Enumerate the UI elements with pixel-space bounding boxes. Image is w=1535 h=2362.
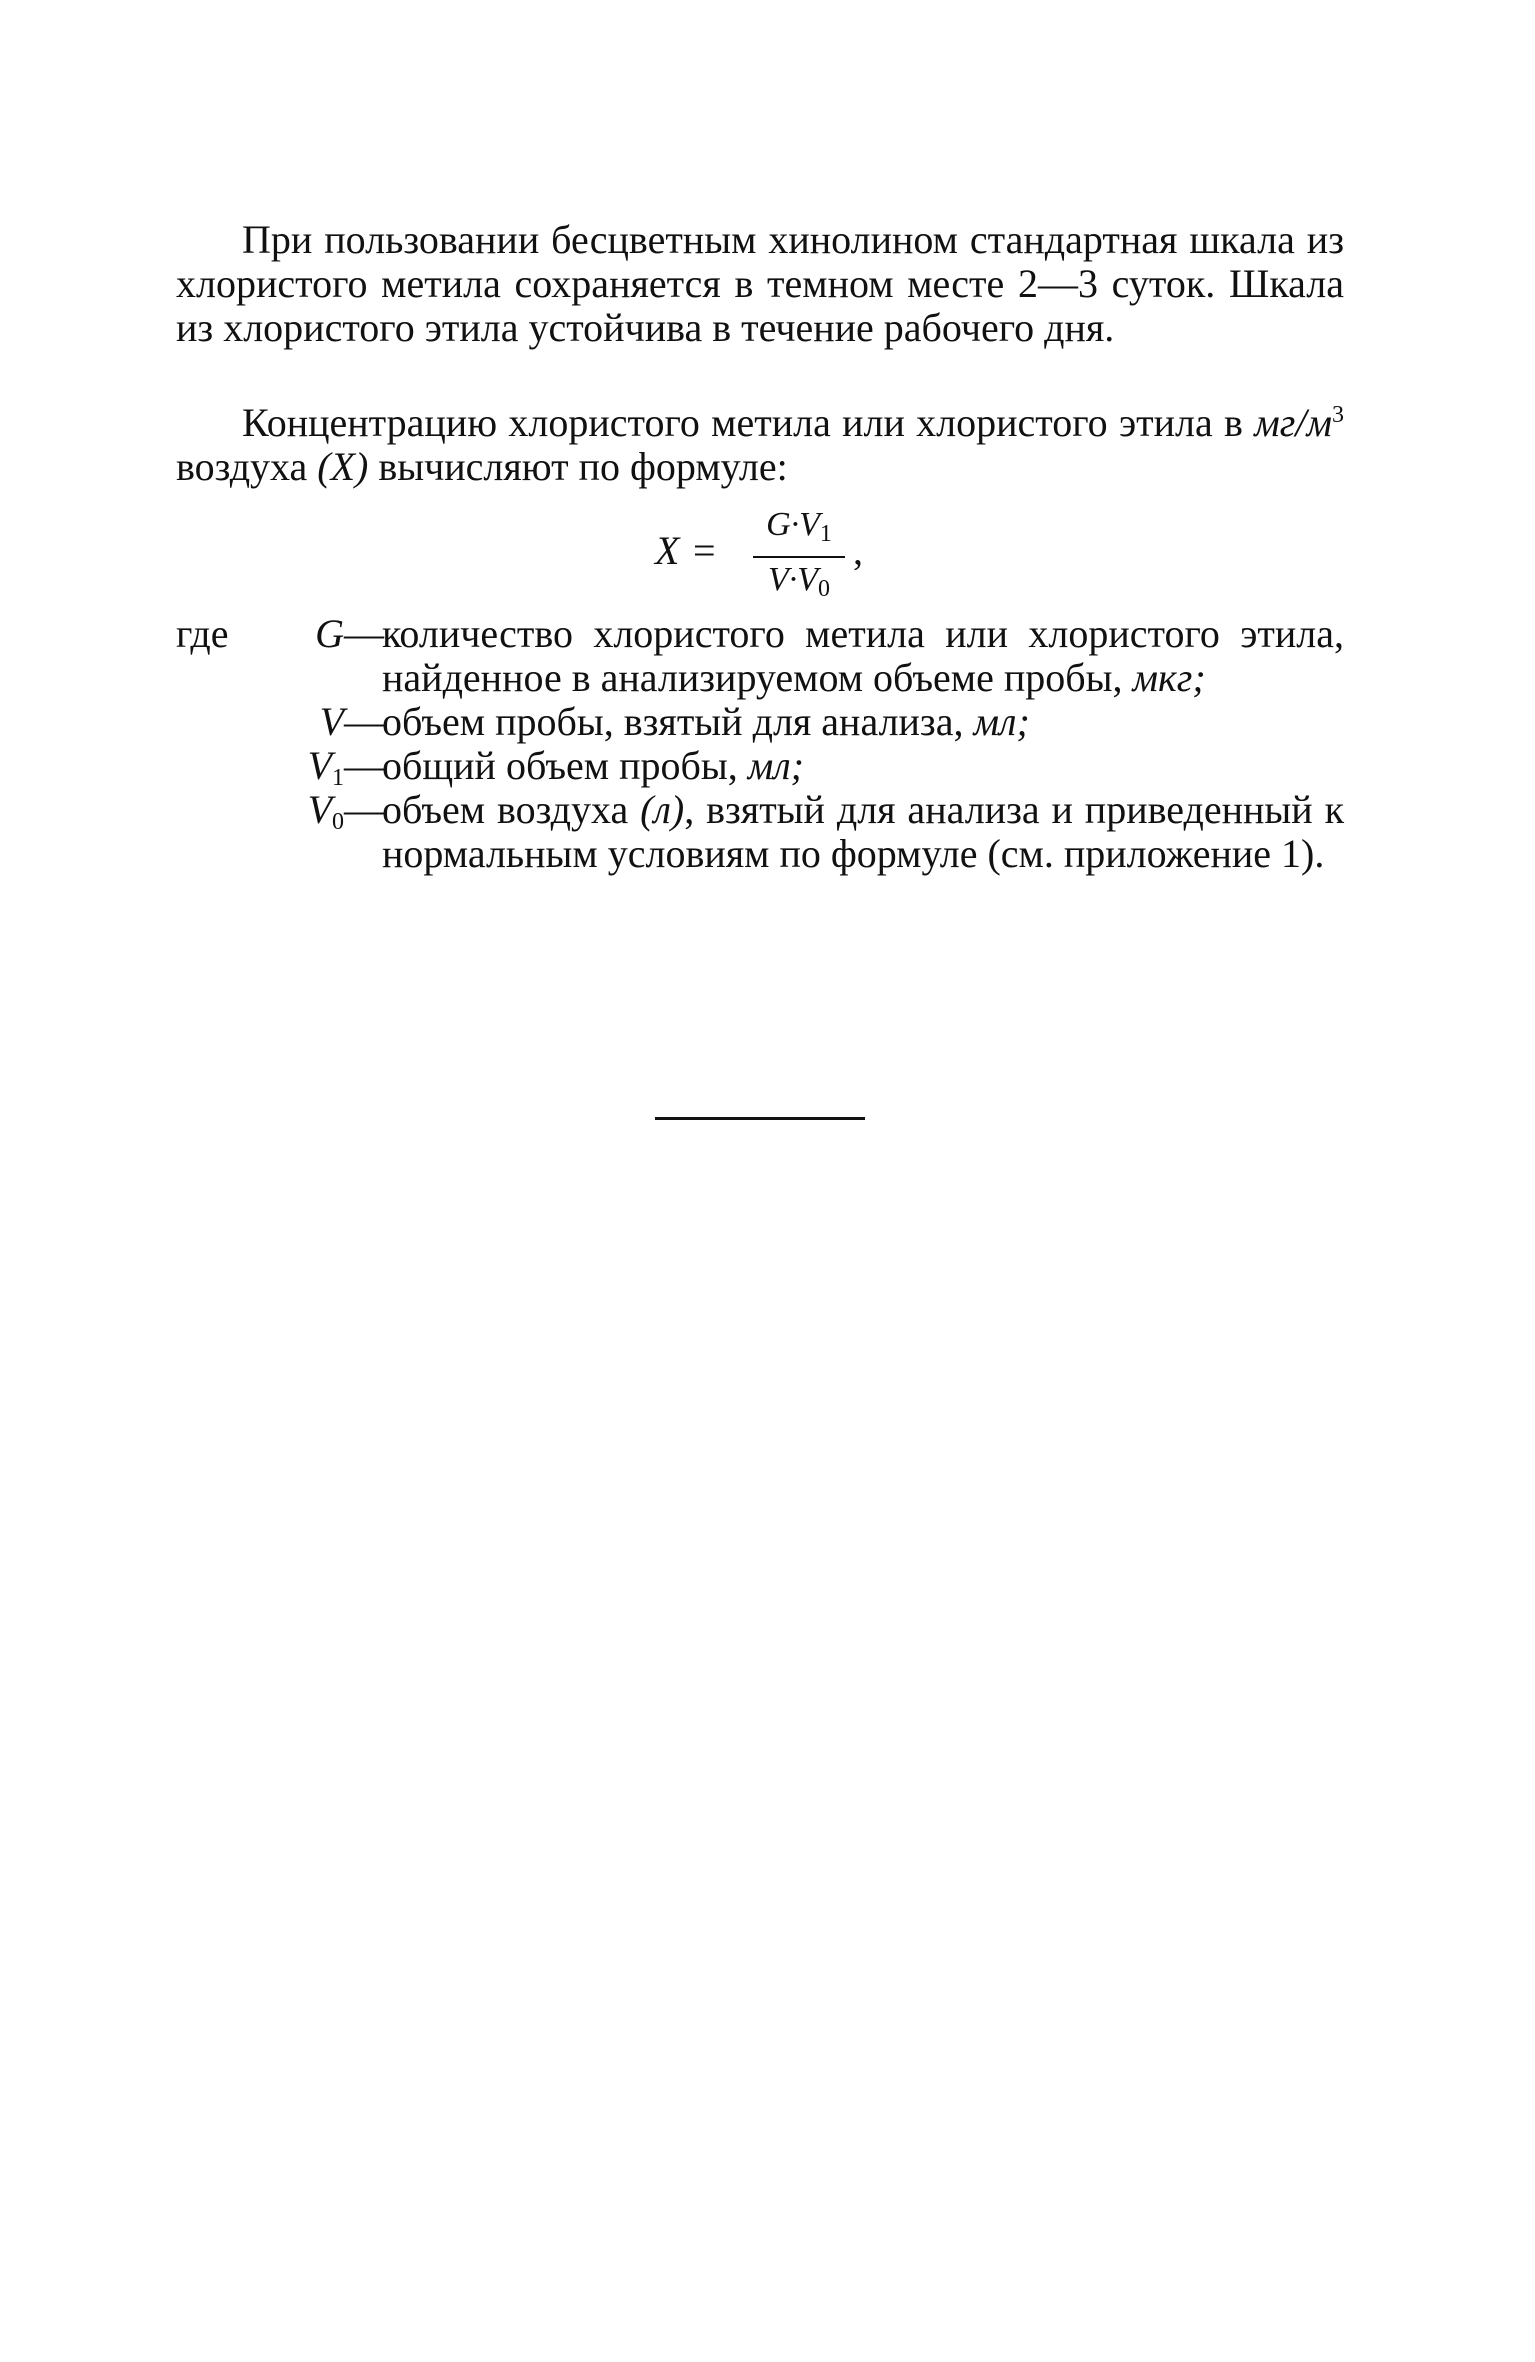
definition-v-text xyxy=(382,700,1344,744)
paragraph-concentration xyxy=(176,393,1344,489)
end-rule xyxy=(655,1117,865,1120)
symbol-v-letter: V xyxy=(319,699,344,744)
denominator-text: V·V xyxy=(767,561,819,598)
formula-fraction xyxy=(753,505,845,609)
definition-g xyxy=(176,612,1344,700)
variable-x: (X) xyxy=(317,444,369,489)
formula-numerator xyxy=(753,505,845,554)
paragraph-scale-storage xyxy=(176,218,1344,350)
definition-dash: — xyxy=(344,699,384,744)
symbol-g-letter: G xyxy=(315,611,344,656)
paragraph-2-before-unit: Концентрацию хлористого метила или хлористого этила в xyxy=(242,400,1255,445)
symbol-v1-sub: 1 xyxy=(332,765,344,791)
fraction-bar xyxy=(753,556,845,558)
unit-mkg: мкг; xyxy=(1132,655,1206,700)
unit-ml: мл; xyxy=(973,699,1030,744)
paragraph-1-text: При пользовании бесцветным хинолином стандартная шкала из хлористого метила сохраняется в темном месте 2—3 суток. Шкала из хлористого этила устойчива в течение рабочего дня. xyxy=(176,217,1344,350)
where-label: где xyxy=(176,611,229,656)
formula-denominator xyxy=(753,560,845,609)
definition-v xyxy=(176,700,1344,744)
numerator-text: G·V xyxy=(766,506,820,543)
variable-definitions xyxy=(176,612,1344,876)
paragraph-2-after: вычисляют по формуле: xyxy=(368,444,788,489)
unit-exponent: 3 xyxy=(1332,402,1344,428)
symbol-v1-letter: V xyxy=(307,743,332,788)
unit-l: (л) xyxy=(640,787,685,832)
definition-dash: — xyxy=(344,787,384,832)
definition-g-text xyxy=(382,612,1344,700)
denominator-subscript: 0 xyxy=(818,576,831,602)
symbol-v0 xyxy=(308,788,344,844)
formula-comma: , xyxy=(853,528,863,573)
definition-v0-before: объем воздуха xyxy=(382,787,641,832)
definition-g-body: количество хлористого метила или хлористого этила, найденное в анализируемом объеме пробы, xyxy=(382,611,1344,700)
paragraph-2-middle: воздуха xyxy=(176,444,318,489)
unit-ml: мл; xyxy=(747,743,804,788)
symbol-g xyxy=(315,612,344,668)
symbol-v0-sub: 0 xyxy=(332,809,344,835)
definition-v-body: объем пробы, взятый для анализа, xyxy=(382,699,974,744)
definition-v0 xyxy=(176,788,1344,876)
definition-dash: — xyxy=(344,611,384,656)
definition-v1-body: общий объем пробы, xyxy=(382,743,748,788)
definition-v1-text xyxy=(382,744,1344,788)
definition-v0-body: , взятый для анализа и приведенный к нормальным условиям по формуле (см. приложение 1). xyxy=(382,787,1344,876)
formula-equals: = xyxy=(693,528,716,573)
definition-dash: — xyxy=(344,743,384,788)
symbol-v0-letter: V xyxy=(307,787,332,832)
numerator-subscript: 1 xyxy=(819,521,832,547)
formula-lhs: X xyxy=(655,528,680,573)
definition-v0-text xyxy=(382,788,1344,876)
unit-mg-per-m3: мг/м xyxy=(1254,400,1332,445)
definition-v1 xyxy=(176,743,1344,791)
